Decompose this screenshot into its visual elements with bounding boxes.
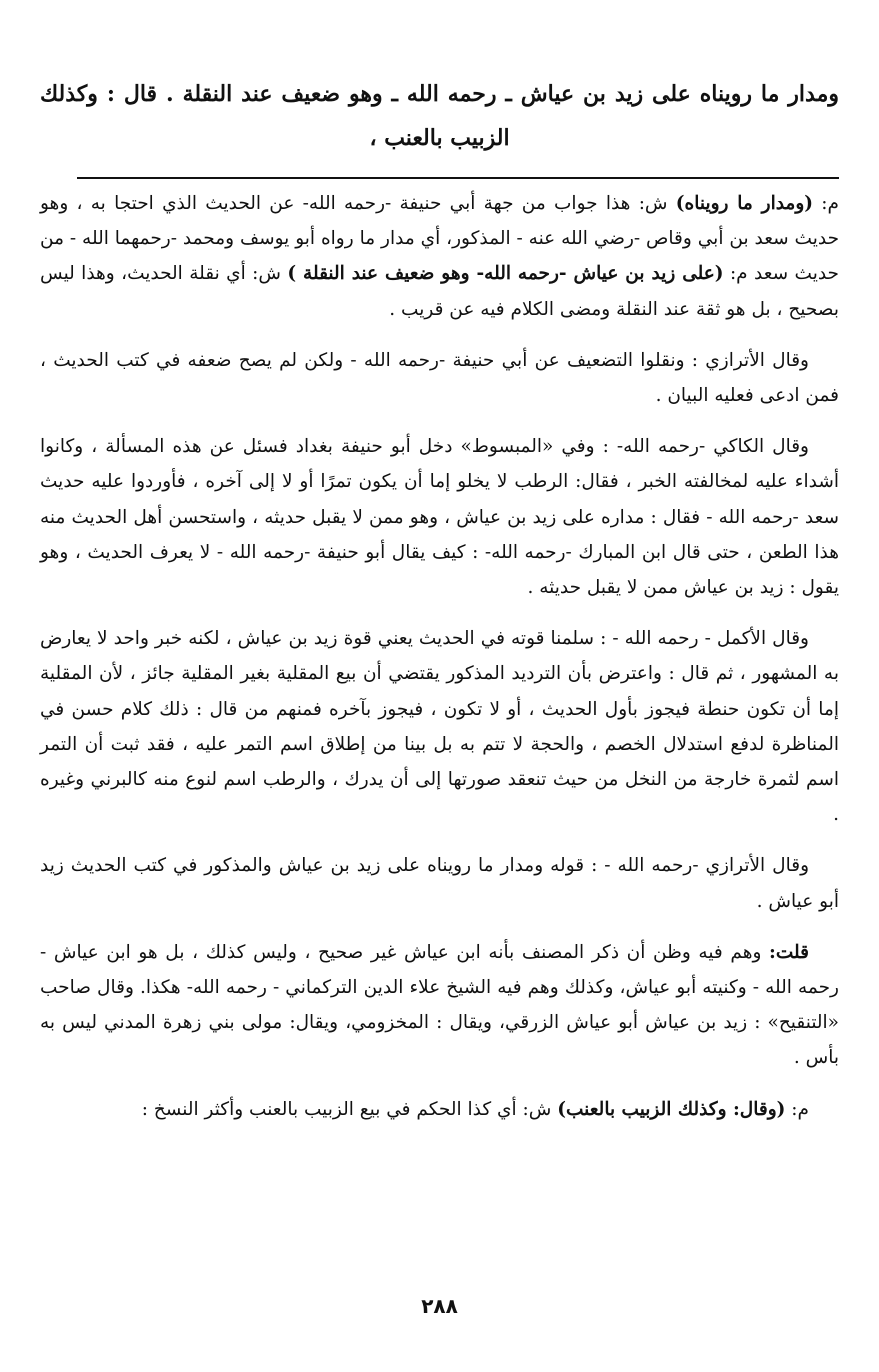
page-number: ٢٨٨ xyxy=(421,1294,458,1318)
commentary-text: ش: هذا جواب من جهة أبي حنيفة -رحمه الله- عن الحديث الذي احتجا به ، وهو حديث سعد بن أبي وقاص -رضي الله عنه - المذكور، أي مدار ما رواه أبو يوسف ومحمد -رحمهما الله - من حديث سعد م: xyxy=(40,193,839,285)
quoted-matn: (على زيد بن عياش -رحمه الله- وهو ضعيف عند النقلة ) xyxy=(287,263,724,285)
paragraph-3: وقال الكاكي -رحمه الله- : وفي «المبسوط» دخل أبو حنيفة بغداد فسئل عن هذه المسألة ، وكانوا أشداء عليه لمخالفته الخبر ، فقال: الرطب لا يخلو إما أن يكون تمرًا أو لا إلى آخره ، فأوردوا عليه حديث سعد -رحمه الله - فقال : مداره على زيد بن عياش ، وهو ممن لا يقبل حديثه ، واستحسن أهل الحديث منه هذا الطعن ، حتى قال ابن المبارك -رحمه الله- : كيف يقال أبو حنيفة -رحمه الله - لا يعرف الحديث ، وهو يقول : زيد بن عياش ممن لا يقبل حديثه . xyxy=(40,436,839,599)
paragraph-2: وقال الأترازي : ونقلوا التضعيف عن أبي حنيفة -رحمه الله - ولكن لم يصح ضعفه في كتب الحديث ، فمن ادعى فعليه البيان . xyxy=(40,349,839,407)
paragraph-5: وقال الأترازي -رحمه الله - : قوله ومدار ما رويناه على زيد بن عياش والمذكور في كتب الحديث زيد أبو عياش . xyxy=(40,855,839,912)
marker-mim: م: xyxy=(785,1098,809,1120)
commentary-text: ش: أي كذا الحكم في بيع الزبيب بالعنب وأكثر النسخ : xyxy=(141,1098,558,1120)
commentary-text: ش: أي نقلة الحديث، وهذا ليس بصحيح ، بل هو ثقة عند النقلة ومضى الكلام فيه عن قريب . xyxy=(40,263,839,320)
paragraph-7 xyxy=(40,1092,839,1127)
commentary xyxy=(40,186,839,1143)
paragraph-1 xyxy=(40,186,839,327)
marker-mim: م: xyxy=(813,193,839,214)
commentary-text: وهم فيه وظن أن ذكر المصنف بأنه ابن عياش غير صحيح ، وليس كذلك ، بل هو ابن عياش - رحمه الله - وكنيته أبو عياش، وكذلك وهم فيه الشيخ علاء الدين التركماني - رحمه الله- هكذا. وقال صاحب «التنقيح» : زيد بن عياش أبو عياش الزرقي، ويقال : المخزومي، ويقال: مولى بني زهرة المدني ليس به بأس . xyxy=(40,941,839,1069)
separator-rule xyxy=(77,177,839,179)
quoted-matn: (ومدار ما رويناه) xyxy=(675,193,814,214)
quoted-matn: (وقال: وكذلك الزبيب بالعنب) xyxy=(557,1098,786,1120)
main-text: ومدار ما رويناه على زيد بن عياش ـ رحمه الله ـ وهو ضعيف عند النقلة . قال : وكذلك الزبيب بالعنب ، xyxy=(40,81,839,151)
qultu-label: قلت: xyxy=(769,941,809,963)
paragraph-6 xyxy=(40,935,839,1076)
paragraph-4: وقال الأكمل - رحمه الله - : سلمنا قوته في الحديث يعني قوة زيد بن عياش ، لكنه خبر واحد لا يعارض به المشهور ، ثم قال : واعترض بأن الترديد المذكور يقتضي أن بيع المقلية بغير المقلية جائز ، لأن المقلية إما أن تكون حنطة فيجوز بأول الحديث ، أو لا تكون ، فيجوز بآخره فمنهم من قال : ذلك كلام حسن في المناظرة لدفع استدلال الخصم ، والحجة لا تتم به بل بينا من إطلاق اسم التمر عليه ، فقد ثبت أن التمر اسم لثمرة خارجة من النخل من حيث تنعقد صورتها إلى أن يدرك ، والرطب اسم لنوع منه كالبرني وغيره . xyxy=(40,628,839,826)
